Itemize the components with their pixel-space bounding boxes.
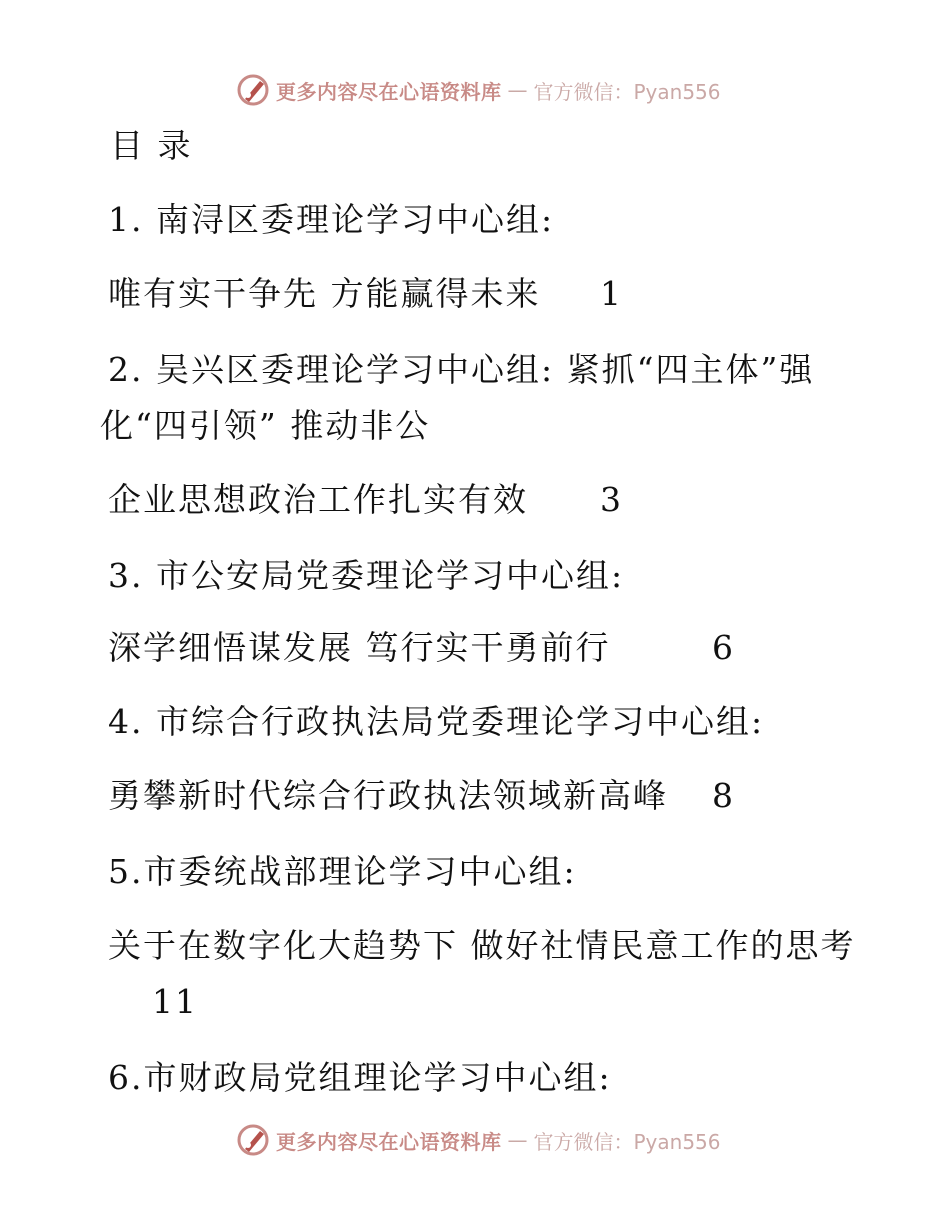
- toc-entry-5-heading: 5.市委统战部理论学习中心组:: [108, 852, 577, 891]
- toc-entry-4-heading: 4. 市综合行政执法局党委理论学习中心组:: [108, 702, 765, 741]
- pen-logo-icon: [236, 73, 270, 107]
- watermark-footer: [236, 1120, 721, 1160]
- toc-entry-4-title: 勇攀新时代综合行政执法领域新高峰: [108, 776, 668, 815]
- toc-entry-3-page: 6: [712, 628, 735, 667]
- watermark-main-text: 更多内容尽在心语资料库: [276, 79, 502, 104]
- watermark-main-text: 更多内容尽在心语资料库: [276, 1129, 502, 1154]
- toc-entry-1-page: 1: [600, 274, 623, 313]
- watermark-sub-text: 官方微信：Pyan556: [533, 79, 721, 104]
- toc-entry-4-page: 8: [712, 776, 735, 815]
- toc-entry-5-subtitle: 关于在数字化大趋势下 做好社情民意工作的思考: [108, 926, 856, 965]
- watermark-header: [236, 70, 721, 110]
- toc-entry-1-subtitle: [108, 274, 623, 314]
- toc-entry-3-subtitle: [108, 628, 735, 668]
- toc-title: 目 录: [110, 126, 193, 165]
- toc-entry-2-page: 3: [600, 480, 623, 519]
- toc-entry-3-title: 深学细悟谋发展 笃行实干勇前行: [108, 628, 611, 667]
- pen-logo-icon: [236, 1123, 270, 1157]
- toc-entry-4-subtitle: [108, 776, 735, 816]
- watermark-sub-text: 官方微信：Pyan556: [533, 1129, 721, 1154]
- toc-entry-5-page: 11: [152, 982, 198, 1021]
- watermark-separator: —: [507, 78, 528, 102]
- toc-entry-2-heading-line2: 化“四引领” 推动非公: [100, 406, 431, 445]
- watermark-separator: —: [507, 1128, 528, 1152]
- toc-entry-1-heading: 1. 南浔区委理论学习中心组:: [108, 200, 555, 239]
- toc-entry-3-heading: 3. 市公安局党委理论学习中心组:: [108, 556, 625, 595]
- toc-entry-2-heading-line1: 2. 吴兴区委理论学习中心组: 紧抓“四主体”强: [108, 350, 815, 389]
- toc-entry-6-heading: 6.市财政局党组理论学习中心组:: [108, 1058, 612, 1097]
- toc-entry-2-subtitle: [108, 480, 623, 520]
- toc-entry-1-title: 唯有实干争先 方能赢得未来: [108, 274, 541, 313]
- toc-entry-2-title: 企业思想政治工作扎实有效: [108, 480, 528, 519]
